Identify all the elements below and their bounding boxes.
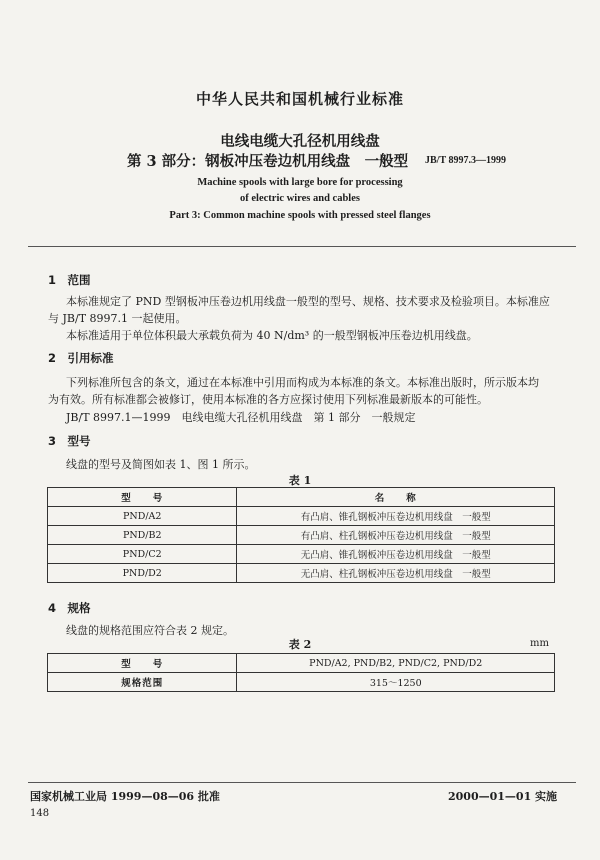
table-row (48, 526, 555, 545)
section-2-heading: 2 引用标准 (48, 351, 114, 365)
table-row (48, 673, 555, 692)
table-1-cell-model: PND/C2 (48, 545, 237, 564)
table-1-caption: 表 1 (288, 474, 312, 487)
section-1-heading: 1 范围 (48, 273, 91, 287)
english-title-line-1: Machine spools with large bore for processing (197, 177, 403, 188)
english-title-line-2: of electric wires and cables (240, 193, 360, 204)
table-1-cell-model: PND/D2 (48, 564, 237, 583)
table-1-header-model: 型 号 (48, 488, 237, 507)
footer-divider (28, 782, 576, 783)
section-4-para: 线盘的规格范围应符合表 2 规定。 (66, 624, 234, 637)
table-2-header-model: 型 号 (48, 654, 237, 673)
section-3-heading: 3 型号 (48, 434, 91, 448)
effective-date: 2000—01—01 实施 (448, 790, 558, 803)
section-2-para-1a: 下列标准所包含的条文，通过在本标准中引用而构成为本标准的条文。本标准出版时，所示版本均 (66, 376, 539, 389)
table-2-header-row (48, 654, 555, 673)
title-line-2: 第 3 部分：钢板冲压卷边机用线盘 一般型 (127, 153, 409, 170)
standard-code: JB/T 8997.3—1999 (425, 155, 506, 166)
table-2-caption: 表 2 (288, 638, 312, 651)
table-row (48, 545, 555, 564)
header-divider (28, 246, 576, 247)
english-title-line-3: Part 3: Common machine spools with pressed steel flanges (169, 210, 431, 221)
table-2-cell-range: 315～1250 (237, 673, 555, 692)
table-2-unit: mm (530, 638, 549, 649)
table-2-header-models: PND/A2, PND/B2, PND/C2, PND/D2 (237, 654, 555, 673)
section-3-para: 线盘的型号及简图如表 1、图 1 所示。 (66, 458, 256, 471)
table-1-cell-name: 无凸肩、锥孔钢板冲压卷边机用线盘 一般型 (237, 545, 555, 564)
table-row (48, 507, 555, 526)
table-1 (47, 487, 555, 583)
table-row (48, 564, 555, 583)
section-1-para-1a: 本标准规定了 PND 型钢板冲压卷边机用线盘一般型的型号、规格、技术要求及检验项目。本标准应 (66, 295, 550, 308)
table-1-cell-name: 有凸肩、柱孔钢板冲压卷边机用线盘 一般型 (237, 526, 555, 545)
table-1-cell-model: PND/B2 (48, 526, 237, 545)
table-1-cell-name: 有凸肩、锥孔钢板冲压卷边机用线盘 一般型 (237, 507, 555, 526)
title-line-1: 电线电缆大孔径机用线盘 (220, 133, 380, 150)
table-2 (47, 653, 555, 692)
approval-date: 国家机械工业局 1999—08—06 批准 (30, 790, 220, 803)
page-number: 148 (30, 808, 50, 819)
table-1-header-name: 名 称 (237, 488, 555, 507)
table-2-cell-label: 规格范围 (48, 673, 237, 692)
table-1-cell-name: 无凸肩、柱孔钢板冲压卷边机用线盘 一般型 (237, 564, 555, 583)
table-1-header-row (48, 488, 555, 507)
section-2-para-1b: 为有效。所有标准都会被修订，使用本标准的各方应探讨使用下列标准最新版本的可能性。 (48, 393, 488, 406)
table-1-cell-model: PND/A2 (48, 507, 237, 526)
section-1-para-2: 本标准适用于单位体积最大承载负荷为 40 N/dm³ 的一般型钢板冲压卷边机用线盘。 (66, 329, 478, 342)
section-1-para-1b: 与 JB/T 8997.1 一起使用。 (48, 312, 187, 325)
standard-org: 中华人民共和国机械行业标准 (195, 90, 404, 108)
section-4-heading: 4 规格 (48, 601, 91, 615)
section-2-reference: JB/T 8997.1—1999 电线电缆大孔径机用线盘 第 1 部分 一般规定 (66, 411, 416, 424)
